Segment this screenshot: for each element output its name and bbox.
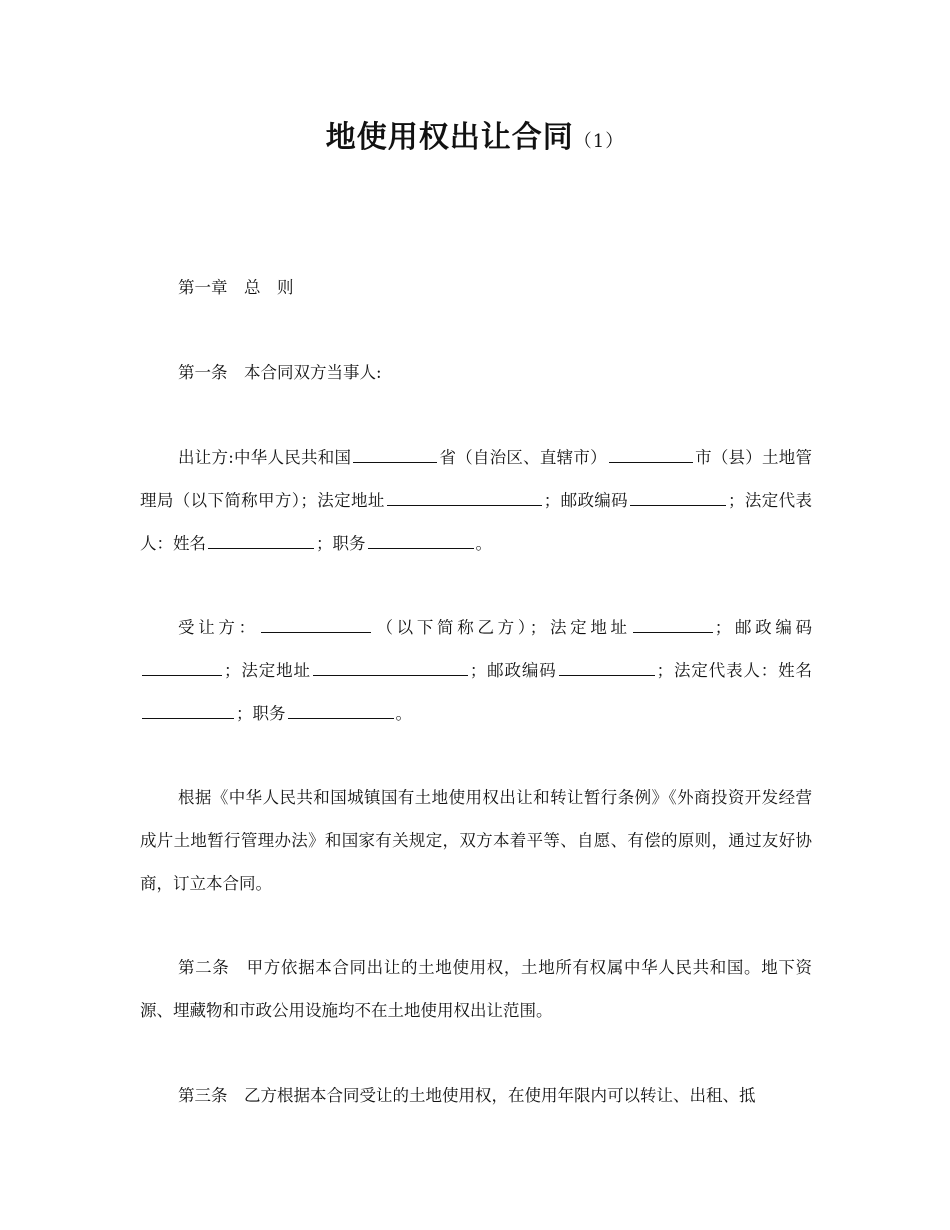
grantee-text-6: ；法定代表人：姓名 (656, 661, 813, 680)
article-2: 第二条 甲方依据本合同出让的土地使用权，土地所有权属中华人民共和国。地下资源、埋藏物和市政公用设施均不在土地使用权出让范围。 (140, 958, 812, 1020)
blank-grantee-rep-title[interactable] (288, 702, 394, 719)
grantor-text-2: 省（自治区、直辖市） (439, 448, 607, 467)
grantee-paragraph (140, 606, 812, 735)
title-suffix: （1） (573, 131, 625, 152)
blank-grantee-postcode-2[interactable] (559, 659, 655, 676)
title-main: 地使用权出让合同 (325, 120, 574, 155)
article-3: 第三条 乙方根据本合同受让的土地使用权，在使用年限内可以转让、出租、抵 (178, 1086, 756, 1105)
grantor-text-4: ；邮政编码 (543, 491, 629, 510)
grantee-text-5: ；邮政编码 (469, 661, 557, 680)
blank-grantee-name[interactable] (261, 616, 371, 633)
blank-grantor-title[interactable] (368, 532, 474, 549)
grantee-text-4: ；法定地址 (224, 661, 311, 680)
blank-grantee-address-2[interactable] (313, 659, 468, 676)
grantor-text-6: ；职务 (316, 534, 366, 553)
blank-province[interactable] (353, 446, 437, 463)
grantor-text-7: 。 (475, 534, 492, 553)
blank-grantee-postcode[interactable] (142, 659, 222, 676)
grantor-text-5: ；法定代表人：姓名 (140, 491, 813, 553)
blank-grantor-postcode[interactable] (630, 489, 726, 506)
grantee-text-1: 受让方： (178, 618, 259, 637)
grantee-text-8: 。 (395, 704, 412, 723)
grantee-text-7: ；职务 (236, 704, 286, 723)
blank-grantor-address[interactable] (387, 489, 542, 506)
grantee-text-2: （以下简称乙方）；法定地址 (372, 618, 631, 637)
chapter-heading: 第一章 总 则 (178, 278, 294, 297)
document-title (0, 112, 950, 156)
grantee-text-3: ；邮政编码 (714, 618, 813, 637)
grantor-text-3: 市（县）土地管理局（以下简称甲方）；法定地址 (140, 448, 813, 510)
article-1: 第一条 本合同双方当事人: (178, 363, 382, 382)
blank-grantee-rep-name[interactable] (142, 702, 234, 719)
blank-grantor-name[interactable] (208, 532, 314, 549)
blank-city[interactable] (609, 446, 693, 463)
basis-paragraph: 根据《中华人民共和国城镇国有土地使用权出让和转让暂行条例》《外商投资开发经营成片土地暂行管理办法》和国家有关规定，双方本着平等、自愿、有偿的原则，通过友好协商，订立本合同。 (140, 788, 812, 893)
grantor-paragraph (140, 436, 812, 565)
blank-grantee-address[interactable] (633, 616, 713, 633)
grantor-text-1: 出让方:中华人民共和国 (178, 448, 352, 467)
